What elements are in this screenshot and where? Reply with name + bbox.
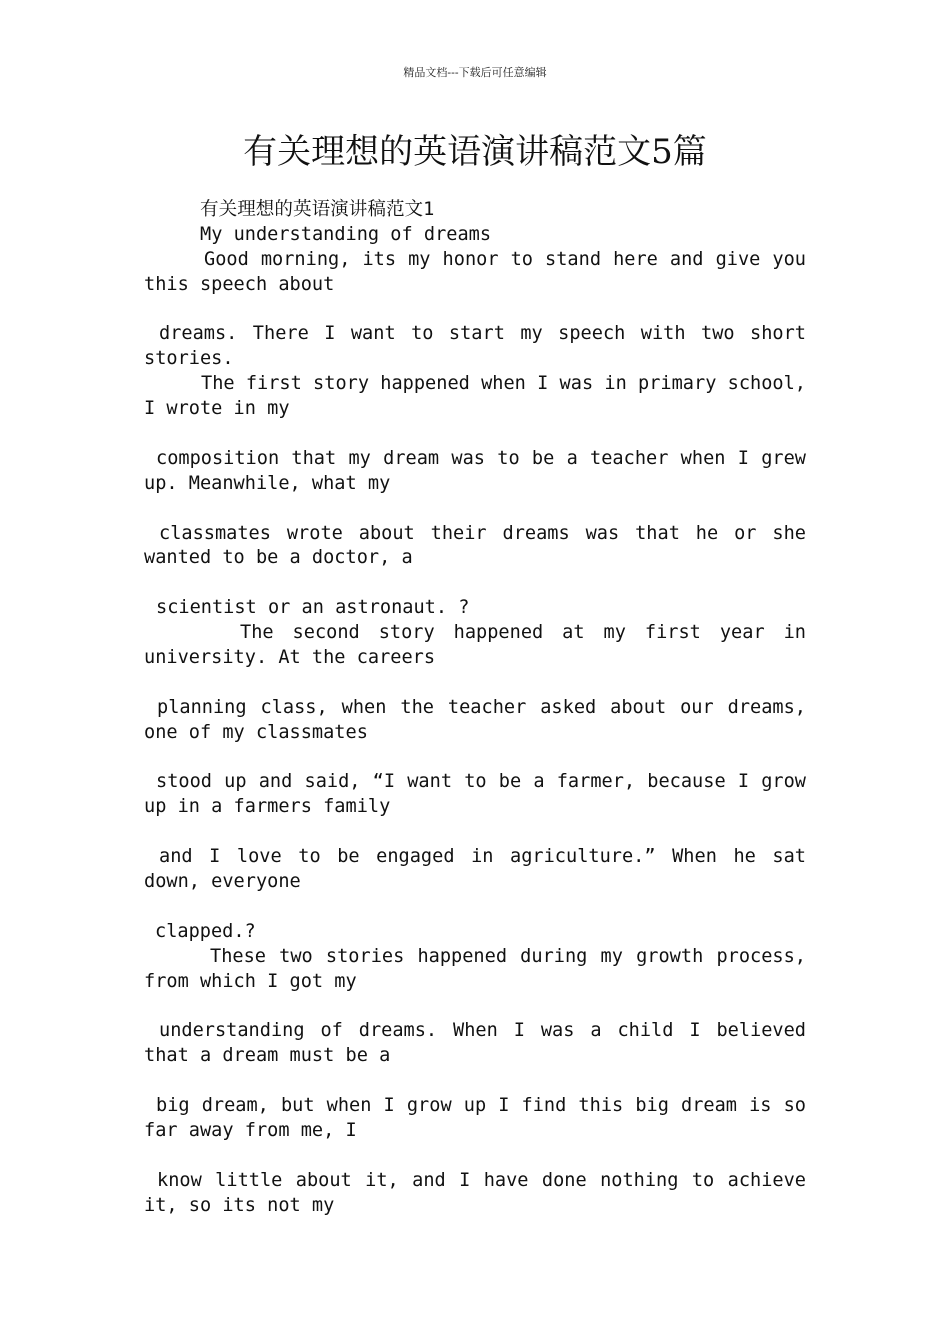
speech-title: My understanding of dreams (200, 223, 492, 245)
paragraph-line: planning class, when the teacher asked about our dreams, (157, 696, 806, 718)
paragraph-line: stories. (144, 348, 234, 370)
paragraph-line: this speech about (144, 273, 335, 295)
paragraph-line: classmates wrote about their dreams was that he or she (159, 522, 806, 544)
blank-line (144, 422, 806, 447)
paragraph-line: up. Meanwhile, what my (144, 472, 391, 494)
blank-line (144, 820, 806, 845)
paragraph-line: clapped.? (155, 920, 256, 942)
paragraph-line: dreams. There I want to start my speech with two short (159, 323, 806, 345)
paragraph-line: The second story happened at my first year in (240, 622, 806, 644)
paragraph-line: Good morning, its my honor to stand here and give you (204, 248, 806, 270)
paragraph-line: These two stories happened during my growth process, (210, 945, 806, 967)
document-body (144, 198, 806, 1219)
blank-line (144, 298, 806, 323)
paragraph-line: one of my classmates (144, 721, 368, 743)
paragraph-line: that a dream must be a (144, 1045, 391, 1067)
paragraph-line: The first story happened when I was in primary school, (201, 373, 806, 395)
blank-line (144, 671, 806, 696)
blank-line (144, 1144, 806, 1169)
blank-line (144, 497, 806, 522)
paragraph-line: university. At the careers (144, 647, 436, 669)
section-heading: 有关理想的英语演讲稿范文1 (200, 199, 435, 220)
paragraph-line: I wrote in my (144, 398, 290, 420)
paragraph-line: understanding of dreams. When I was a child I believed (159, 1020, 806, 1042)
paragraph-line: down, everyone (144, 871, 301, 893)
paragraph-line: know little about it, and I have done nothing to achieve (157, 1169, 806, 1191)
paragraph-line: wanted to be a doctor, a (144, 547, 413, 569)
paragraph-line: stood up and said, “I want to be a farmer, because I grow (156, 771, 806, 793)
paragraph-line: far away from me, I (144, 1119, 357, 1141)
paragraph-line: big dream, but when I grow up I find this big dream is so (156, 1095, 806, 1117)
document-title: 有关理想的英语演讲稿范文5篇 (243, 132, 707, 172)
paragraph-line: and I love to be engaged in agriculture.” When he sat (159, 846, 806, 868)
page-header-note: 精品文档---下载后可任意编辑 (403, 66, 547, 79)
blank-line (144, 1069, 806, 1094)
paragraph-line: composition that my dream was to be a teacher when I grew (156, 447, 806, 469)
paragraph-line: scientist or an astronaut. ? (156, 597, 470, 619)
blank-line (144, 571, 806, 596)
paragraph-line: up in a farmers family (144, 796, 391, 818)
paragraph-line: it, so its not my (144, 1194, 335, 1216)
paragraph-line: from which I got my (144, 970, 357, 992)
blank-line (144, 746, 806, 771)
blank-line (144, 895, 806, 920)
blank-line (144, 995, 806, 1020)
